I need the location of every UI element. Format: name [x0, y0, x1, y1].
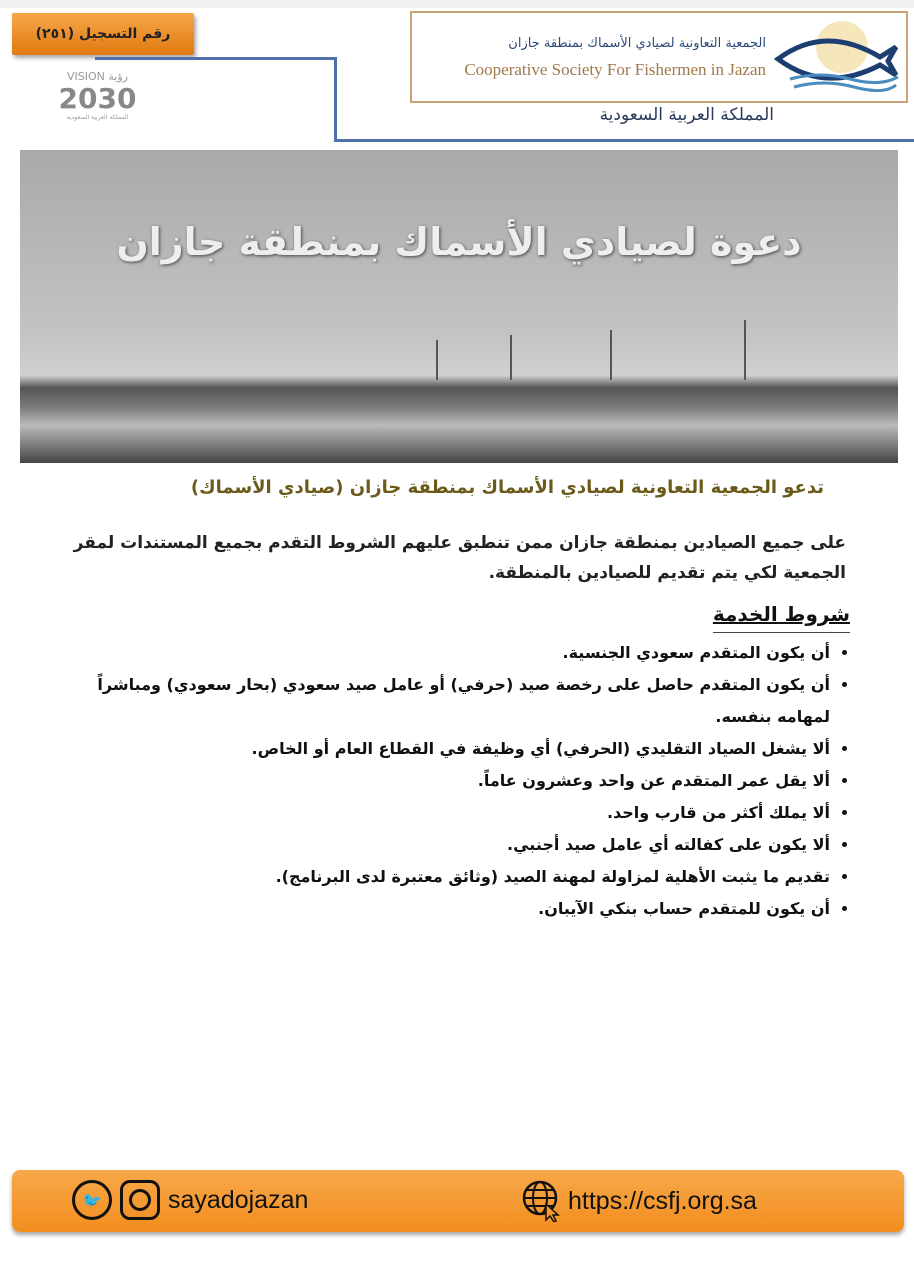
list-item: • أن يكون للمتقدم حساب بنكي الآيبان.	[50, 893, 830, 925]
website-link[interactable]	[522, 1180, 757, 1222]
conditions-list	[50, 637, 852, 925]
intro-paragraph: على جميع الصيادين بمنطقة جازان ممن تنطبق عليهم الشروط التقدم بجميع المستندات لمقر الجمعية لكي يتم تقديم للصيادين بالمنطقة.	[73, 533, 846, 583]
list-item: • أن يكون المتقدم سعودي الجنسية.	[50, 637, 830, 669]
registration-badge: رقم التسجيل (٢٥١)	[12, 13, 194, 55]
list-item: • أن يكون المتقدم حاصل على رخصة صيد (حرفي) أو عامل صيد سعودي (بحار سعودي) ومباشراً لمهامه بنفسه.	[50, 669, 830, 733]
top-strip	[0, 0, 914, 8]
list-item: • ألا يقل عمر المتقدم عن واحد وعشرون عاماً.	[50, 765, 830, 797]
list-item: • ألا يملك أكثر من قارب واحد.	[50, 797, 830, 829]
conditions-heading: شروط الخدمة	[713, 600, 850, 633]
list-item: • ألا يكون على كفالته أي عامل صيد أجنبي.	[50, 829, 830, 861]
website-url[interactable]: https://csfj.org.sa	[568, 1186, 757, 1215]
logo-english-name: Cooperative Society For Fishermen in Jazan	[464, 60, 766, 79]
social-handle[interactable]: sayadojazan	[168, 1185, 309, 1214]
social-links	[72, 1180, 308, 1220]
globe-icon	[522, 1180, 562, 1222]
body-content	[50, 474, 852, 925]
society-logo-box	[410, 11, 908, 103]
vision-2030-logo: VISION رؤية 2030 المملكة العربية السعودية	[58, 70, 137, 121]
divider-line	[334, 139, 914, 142]
divider-line	[95, 57, 337, 60]
footer-bar	[12, 1170, 904, 1232]
harbor-banner-image	[20, 150, 898, 463]
list-item: • تقديم ما يثبت الأهلية لمزاولة لمهنة الصيد (وثائق معتبرة لدى البرنامج).	[50, 861, 830, 893]
twitter-icon[interactable]: 🐦	[72, 1180, 112, 1220]
divider-line	[334, 57, 337, 141]
list-item: • ألا يشغل الصياد التقليدي (الحرفي) أي وظيفة في القطاع العام أو الخاص.	[50, 733, 830, 765]
banner-title: دعوة لصيادي الأسماك بمنطقة جازان	[116, 220, 802, 264]
instagram-icon[interactable]	[120, 1180, 160, 1220]
intro-line: تدعو الجمعية التعاونية لصيادي الأسماك بمنطقة جازان (صيادي الأسماك)	[190, 477, 824, 498]
kingdom-label: المملكة العربية السعودية	[599, 105, 774, 125]
logo-arabic-name: الجمعية التعاونية لصيادي الأسماك بمنطقة جازان	[508, 36, 766, 51]
fish-logo-icon	[770, 19, 900, 95]
